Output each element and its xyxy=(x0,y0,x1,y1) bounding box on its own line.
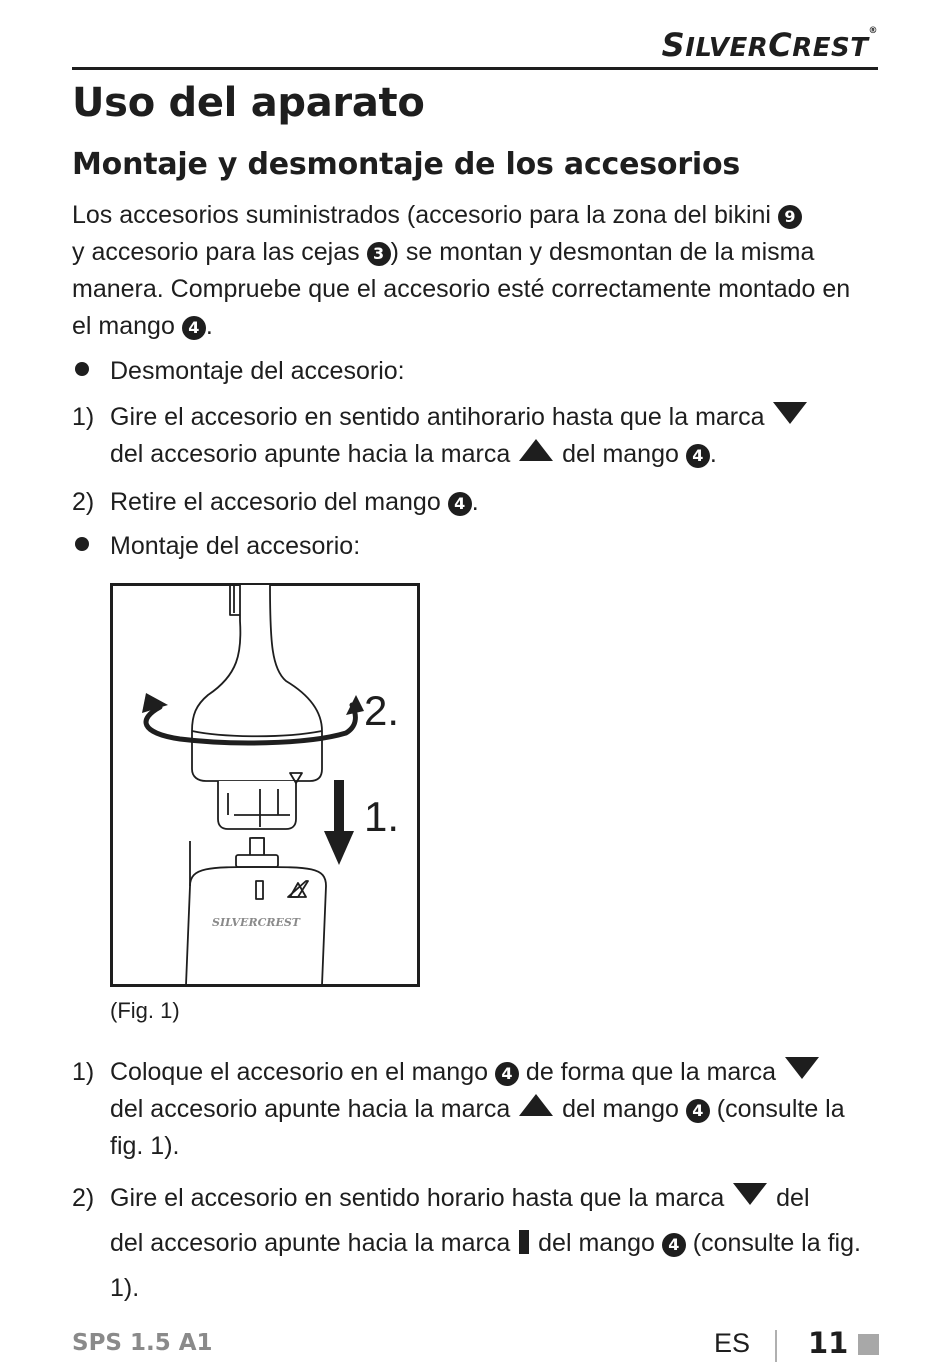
step-disassembly-1: 1) Gire el accesorio en sentido antihorario hasta que la marca del accesorio apunte hacia la marca del mango 4 . xyxy=(72,399,882,473)
triangle-up-icon xyxy=(519,439,553,461)
section-title: Montaje y desmontaje de los accesorios xyxy=(72,147,741,182)
header-rule xyxy=(72,67,878,70)
bullet-dot-icon xyxy=(75,362,89,376)
square-icon xyxy=(858,1334,879,1355)
bullet-dot-icon xyxy=(75,537,89,551)
part-number-badge: 4 xyxy=(686,1099,710,1123)
bullet-disassembly xyxy=(72,353,882,390)
part-number-badge: 4 xyxy=(686,444,710,468)
footer-language: ES xyxy=(714,1328,751,1358)
bullet-label: Desmontaje del accesorio: xyxy=(110,357,405,385)
step-assembly-1: 1) Coloque el accesorio en el mango 4 de forma que la marca del accesorio apunte hacia la marca del mango 4 (consulte la fig. 1). xyxy=(72,1054,882,1165)
triangle-down-icon xyxy=(785,1057,819,1079)
bullet-assembly xyxy=(72,528,882,565)
bullet-label: Montaje del accesorio: xyxy=(110,532,361,560)
page-title: Uso del aparato xyxy=(72,80,425,126)
triangle-down-icon xyxy=(773,402,807,424)
figure-label-rotate: 2. xyxy=(364,687,400,734)
figure-caption: (Fig. 1) xyxy=(110,998,180,1023)
step-marker: 2) xyxy=(72,488,95,516)
part-number-badge: 4 xyxy=(662,1233,686,1257)
intro-paragraph: Los accesorios suministrados (accesorio para la zona del bikini 9 y accesorio para las cejas 3 ) se montan y desmontan de la misma manera. Compruebe que el accesorio esté correctamente montado en el mango 4 . xyxy=(72,201,851,340)
step-marker: 1) xyxy=(72,1058,95,1086)
assembly-figure xyxy=(110,583,420,987)
page-number: 11 xyxy=(808,1326,849,1360)
bar-mark-icon xyxy=(519,1230,529,1254)
brand-logo: SILVERCREST® xyxy=(661,26,878,64)
figure-label-push: 1. xyxy=(364,793,400,840)
footer-divider xyxy=(775,1330,777,1362)
step-marker: 1) xyxy=(72,403,95,431)
handle-logo: SILVERCREST xyxy=(212,916,300,929)
step-disassembly-2: 2) Retire el accesorio del mango 4 . xyxy=(72,484,882,521)
triangle-down-icon xyxy=(733,1183,767,1205)
part-number-badge: 4 xyxy=(448,492,472,516)
triangle-up-icon xyxy=(519,1094,553,1116)
part-number-badge: 4 xyxy=(495,1062,519,1086)
part-number-badge: 3 xyxy=(367,242,391,266)
part-number-badge: 4 xyxy=(182,316,206,340)
footer-model: SPS 1.5 A1 xyxy=(72,1330,213,1356)
step-marker: 2) xyxy=(72,1184,95,1212)
step-assembly-2: 2) Gire el accesorio en sentido horario hasta que la marca del del accesorio apunte hacia la marca del mango 4 (consulte la fig. 1). xyxy=(72,1176,882,1311)
part-number-badge: 9 xyxy=(778,205,802,229)
